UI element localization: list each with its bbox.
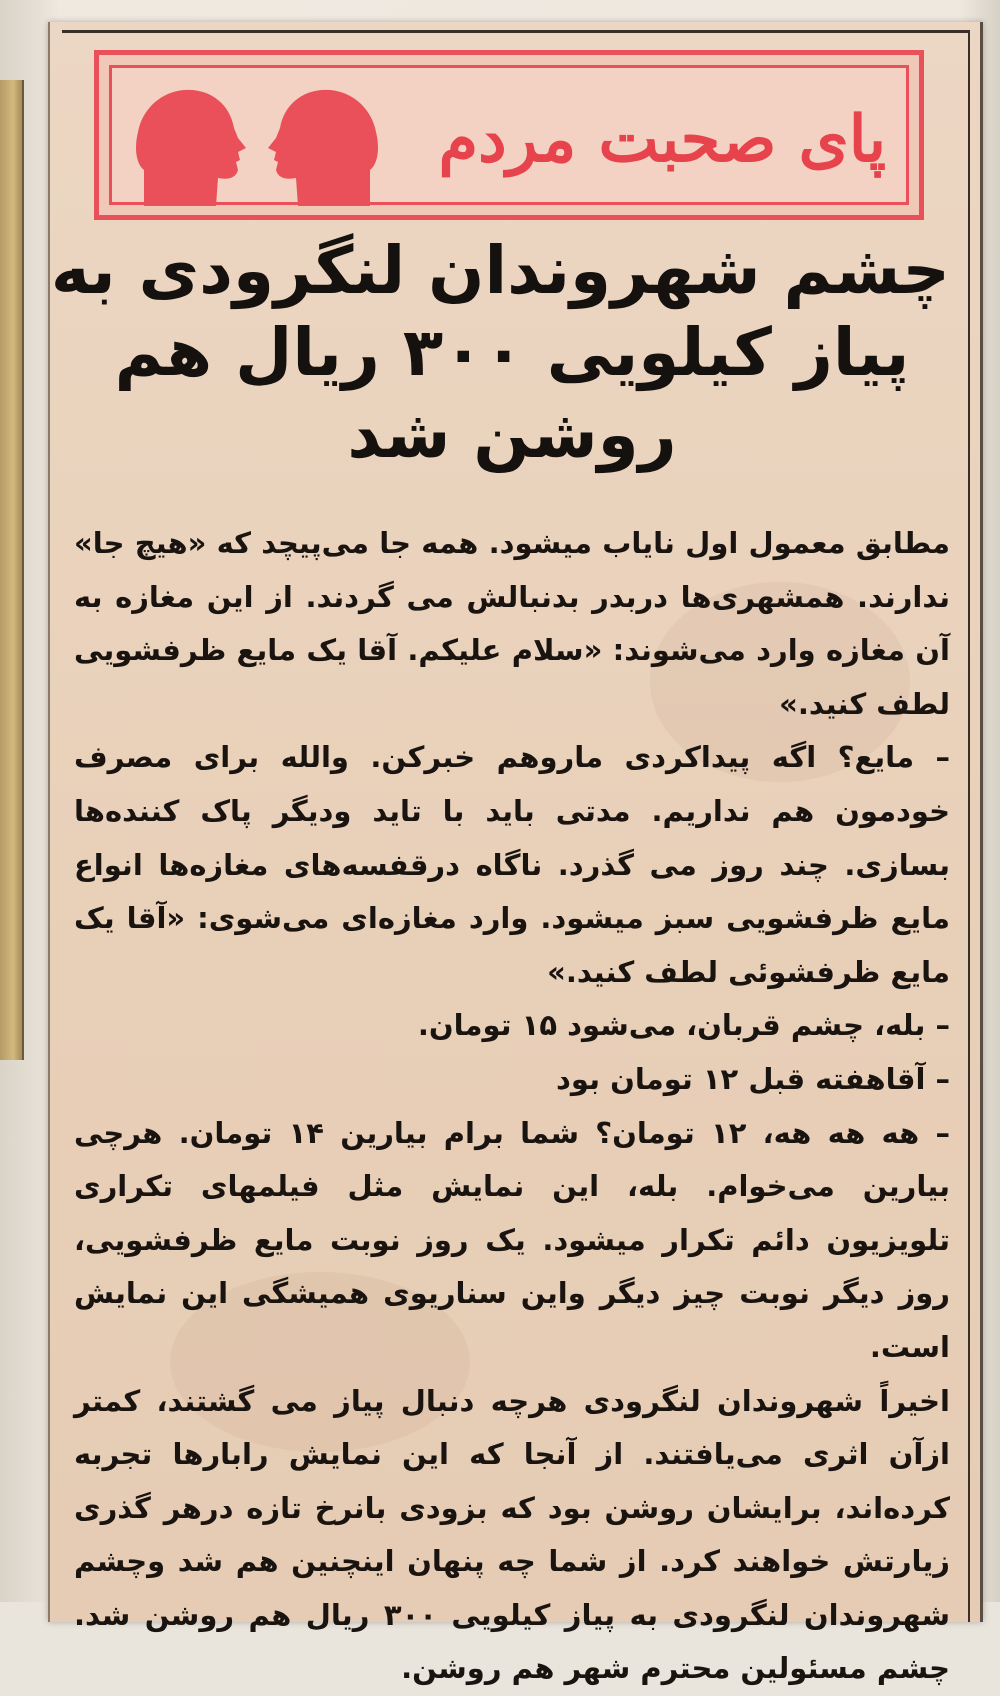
article-paragraph: – آقاهفته قبل ۱۲ تومان بود [74,1053,950,1107]
article-body [74,517,950,1696]
article-paragraph: – هه هه هه، ۱۲ تومان؟ شما برام بیارین ۱۴ تومان. هرچی بیارین می‌خوام. بله، این نمایش مثل فیلمهای تکراری تلویزیون دائم تکرار میشود. یک روز نوبت مایع ظرفشویی، روز دیگر نوبت چیز دیگر واین سناریوی همیشگی این نمایش است. [74,1107,950,1375]
two-head-silhouettes-icon [132,78,382,208]
headline-line-2: پیاز کیلویی ۳۰۰ ریال هم [74,312,950,394]
headline-line-1: چشم شهروندان لنگرودی به [74,230,950,312]
article-paragraph: – مایع؟ اگه پیداکردی ماروهم خبرکن. والله برای مصرف خودمون هم نداریم. مدتی باید با تاید ودیگر پاک کننده‌ها بسازی. چند روز می گذرد. ناگاه درقفسه‌های مغازه‌ها انواع مایع ظرفشویی سبز میشود. وارد مغازه‌ای می‌شوی: «آقا یک مایع ظرفشوئی لطف کنید.» [74,731,950,999]
article-paragraph: مطابق معمول اول نایاب میشود. همه جا می‌پیچد که «هیچ جا» ندارند. همشهری‌ها دربدر بدنبالش می گردند. از این مغازه به آن مغازه وارد می‌شوند: «سلام علیکم. آقا یک مایع ظرفشویی لطف کنید.» [74,517,950,731]
banner-inner-frame [109,65,909,205]
column-banner [94,50,924,220]
right-column-rule [968,30,970,1622]
newspaper-clipping [48,22,983,1622]
top-rule [62,30,968,33]
article-paragraph: – بله، چشم قربان، می‌شود ۱۵ تومان. [74,999,950,1053]
binder-clip-edge [0,80,24,1060]
headline [74,230,950,476]
article-paragraph: اخیراً شهروندان لنگرودی هرچه دنبال پیاز می گشتند، کمتر ازآن اثری می‌یافتند. از آنجا که این نمایش رابارها تجربه کرده‌اند، برایشان روشن بود که بزودی بانرخ تازه درهر گذری زیارتش خواهند کرد. از شما چه پنهان اینچنین هم شد وچشم شهروندان لنگرودی به پیاز کیلویی ۳۰۰ ریال هم روشن شد. چشم مسئولین محترم شهر هم روشن. [74,1375,950,1696]
column-title: پای صحبت مردم [439,68,887,212]
headline-line-3: روشن شد [74,394,950,476]
